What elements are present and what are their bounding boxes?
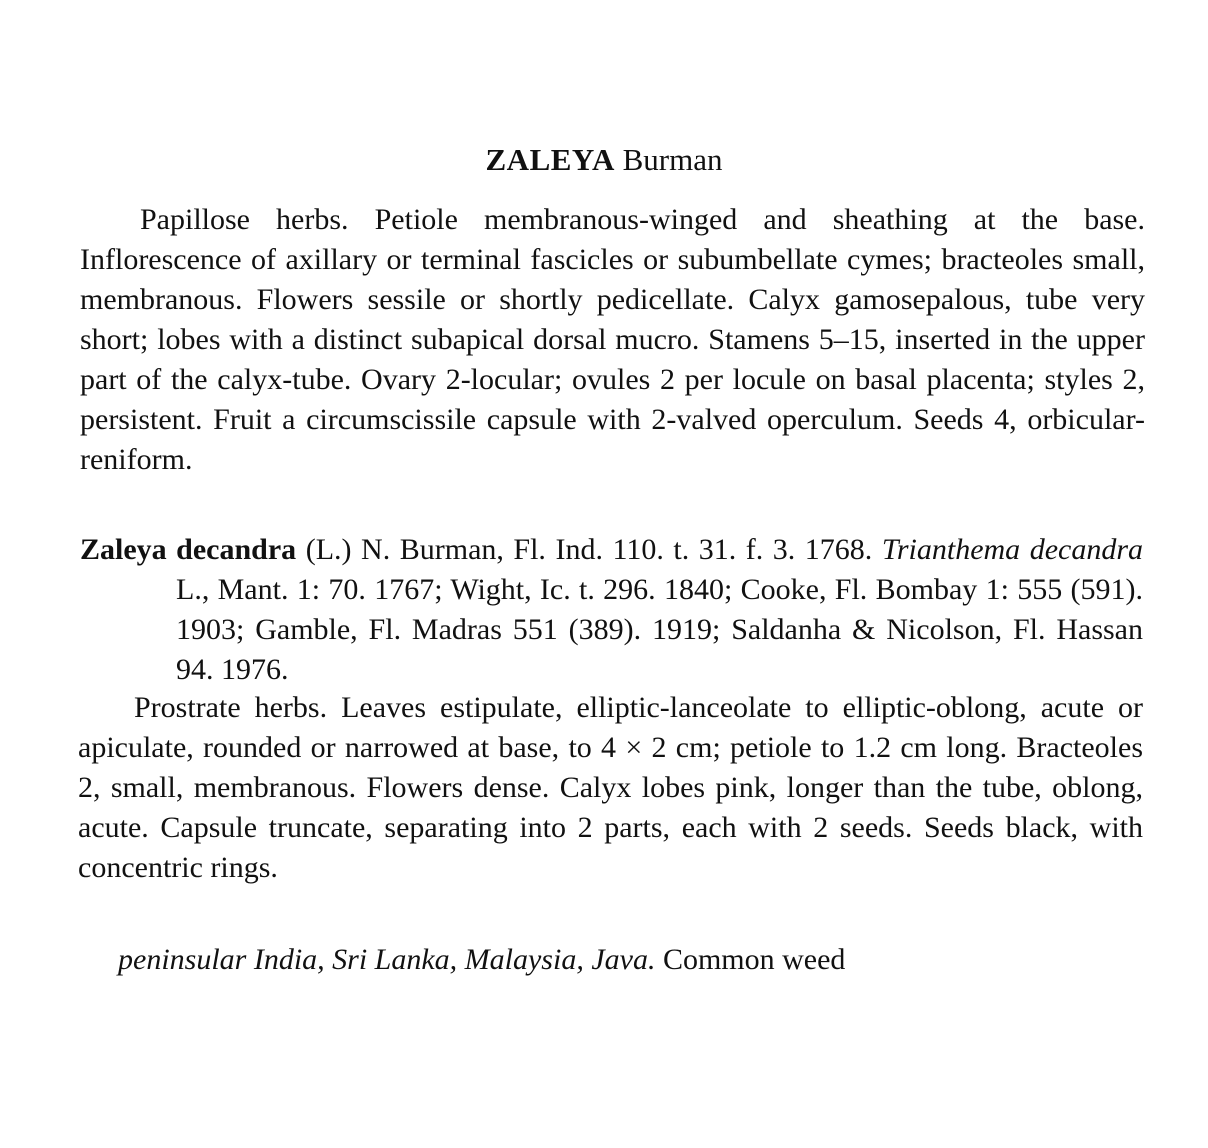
- genus-heading: [0, 140, 1208, 180]
- genus-name: ZALEYA: [485, 142, 615, 177]
- genus-description: Papillose herbs. Petiole membranous-winged and sheathing at the base. Inflorescence of axillary or terminal fascicles or subumbellate cymes; bracteoles small, membranous. Flowers sessile or shortly pedicellate. Calyx gamosepalous, tube very short; lobes with a distinct subapical dorsal mucro. Stamens 5–15, inserted in the upper part of the calyx-tube. Ovary 2-locular; ovules 2 per locule on basal placenta; styles 2, persistent. Fruit a circumscissile capsule with 2-valved operculum. Seeds 4, orbicular-reniform.: [80, 203, 1145, 476]
- basionym-name: Trianthema decandra: [881, 533, 1144, 566]
- genus-author: Burman: [622, 142, 723, 177]
- distribution-localities: peninsular India, Sri Lanka, Malaysia, Java.: [118, 943, 656, 976]
- species-name: Zaleya decandra: [80, 533, 297, 566]
- occurrence-status: Common weed: [662, 943, 846, 976]
- distribution-line: [118, 940, 845, 980]
- species-citation: (L.) N. Burman, Fl. Ind. 110. t. 31. f. 3. 1768.: [305, 533, 873, 566]
- species-nomenclature: [80, 530, 1143, 690]
- synonym-citations: L., Mant. 1: 70. 1767; Wight, Ic. t. 296. 1840; Cooke, Fl. Bombay 1: 555 (591). 1903; Gamble, Fl. Madras 551 (389). 1919; Saldanha & Nicolson, Fl. Hassan 94. 1976.: [176, 573, 1143, 686]
- species-description: Prostrate herbs. Leaves estipulate, elliptic-lanceolate to elliptic-oblong, acute or apiculate, rounded or narrowed at base, to 4 × 2 cm; petiole to 1.2 cm long. Bracteoles 2, small, membranous. Flowers dense. Calyx lobes pink, longer than the tube, oblong, acute. Capsule truncate, separating into 2 parts, each with 2 seeds. Seeds black, with concentric rings.: [78, 691, 1143, 884]
